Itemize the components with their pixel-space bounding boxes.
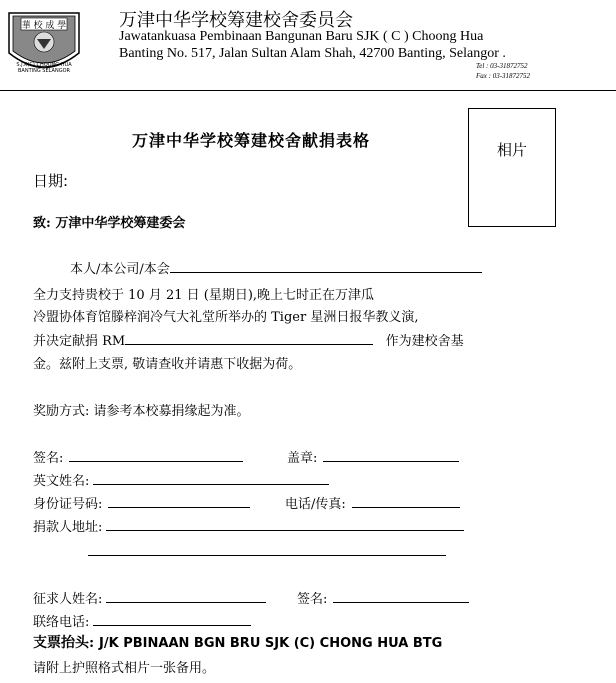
donor-name-label: 本人/本公司/本会 xyxy=(70,262,170,277)
cheque-label: 支票抬头: xyxy=(33,635,95,651)
english-name-label: 英文姓名: xyxy=(33,474,90,489)
contact-field[interactable] xyxy=(93,612,251,626)
solicitor-row xyxy=(33,588,266,607)
id-field[interactable] xyxy=(108,494,250,508)
address-label: 捐款人地址: xyxy=(33,520,103,535)
id-row xyxy=(33,493,250,512)
signature2-field[interactable] xyxy=(333,589,469,603)
id-label: 身份证号码: xyxy=(33,497,103,512)
seal-row xyxy=(287,447,459,466)
body-line-5: 金。兹附上支票, 敬请查收并请惠下收据为荷。 xyxy=(33,357,302,372)
org-name-malay: Jawatankuasa Pembinaan Bangunan Baru SJK ( C ) Choong Hua xyxy=(119,29,484,44)
seal-label: 盖章: xyxy=(287,451,318,466)
seal-field[interactable] xyxy=(323,448,459,462)
address-field[interactable] xyxy=(106,517,464,531)
photo-box xyxy=(468,108,556,227)
donor-name-row xyxy=(70,258,482,277)
english-name-row xyxy=(33,470,329,489)
org-address: Banting No. 517, Jalan Sultan Alam Shah, 42700 Banting, Selangor . xyxy=(119,46,506,61)
org-name-chinese: 万津中华学校筹建校舍委员会 xyxy=(119,10,353,31)
body-line-3: 冷盟协体育馆滕梓润冷气大礼堂所举办的 Tiger 星洲日报华教义演, xyxy=(33,310,419,325)
signature-label: 签名: xyxy=(33,451,64,466)
cheque-payee-row xyxy=(33,632,442,652)
address-row xyxy=(33,516,464,535)
donor-name-field[interactable] xyxy=(170,259,482,273)
amount-row xyxy=(33,330,464,349)
address-row-2 xyxy=(88,542,446,560)
photo-label: 相片 xyxy=(496,141,527,159)
address-field-2[interactable] xyxy=(88,542,446,556)
svg-text:華 校 成 學: 華 校 成 學 xyxy=(21,21,67,31)
solicitor-label: 征求人姓名: xyxy=(33,592,103,607)
contact-row xyxy=(33,611,251,630)
solicitor-field[interactable] xyxy=(106,589,266,603)
fax-number: Fax : 03-31872752 xyxy=(476,72,531,80)
form-title: 万津中华学校筹建校舍献捐表格 xyxy=(132,131,371,150)
signature2-label: 签名: xyxy=(297,592,328,607)
signature-field[interactable] xyxy=(69,448,243,462)
svg-text:BANTING SELANGOR: BANTING SELANGOR xyxy=(17,68,71,74)
amount-field[interactable] xyxy=(125,331,373,345)
body-line-2: 全力支持贵校于 10 月 21 日 (星期日),晚上七时正在万津瓜 xyxy=(33,288,375,303)
addressee-line: 致: 万津中华学校筹建委会 xyxy=(33,216,186,231)
english-name-field[interactable] xyxy=(93,471,329,485)
date-label: 日期: xyxy=(33,172,69,190)
phone-fax-row xyxy=(285,493,460,512)
contact-label: 联络电话: xyxy=(33,615,90,630)
amount-label: 并决定献捐 RM xyxy=(33,334,126,349)
reward-text: 奖励方式: 请参考本校募捐缘起为准。 xyxy=(33,404,250,419)
header-divider xyxy=(0,90,616,91)
phone-fax-label: 电话/传真: xyxy=(285,497,346,512)
amount-suffix: 作为建校舍基 xyxy=(385,334,464,349)
phone-fax-field[interactable] xyxy=(352,494,460,508)
school-logo-icon xyxy=(3,3,85,81)
svg-text:S.J.K(C) CHOONG HUA: S.J.K(C) CHOONG HUA xyxy=(16,62,72,68)
photo-note: 请附上护照格式相片一张备用。 xyxy=(33,661,216,676)
cheque-payee: J/K PBINAAN BGN BRU SJK (C) CHONG HUA BTG xyxy=(99,636,443,651)
signature2-row xyxy=(297,588,469,607)
tel-number: Tel : 03-31872752 xyxy=(476,62,528,70)
signature-row xyxy=(33,447,243,466)
